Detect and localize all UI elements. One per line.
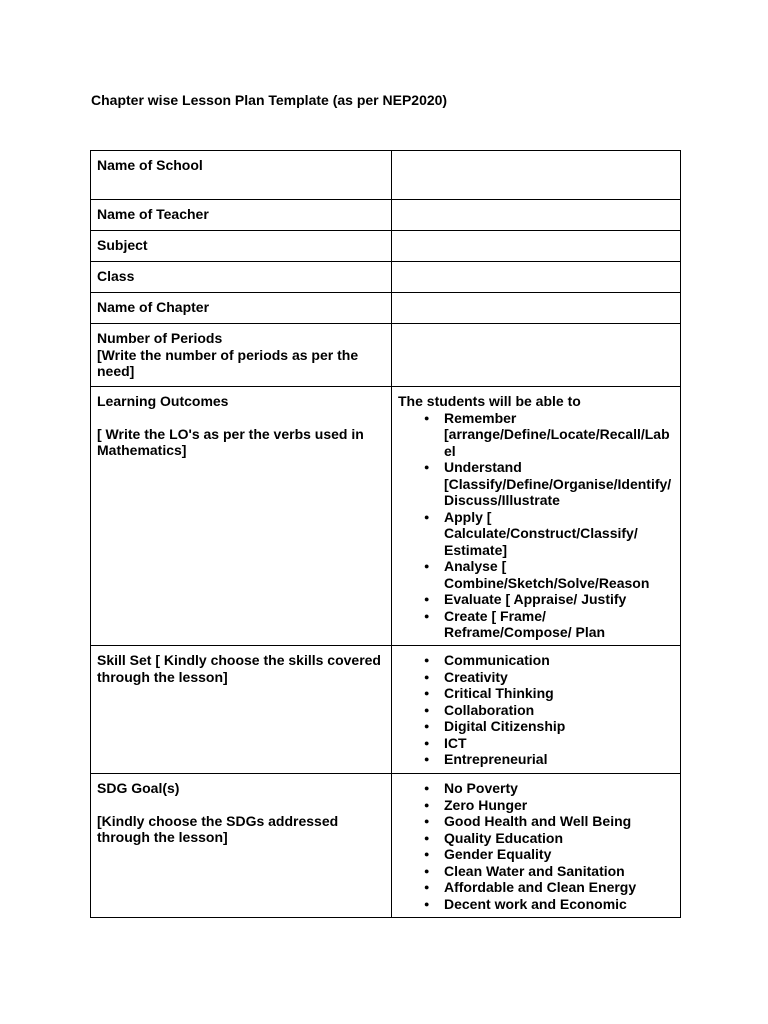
sdg-label-cell [91, 774, 392, 918]
list-item: ● Remember [arrange/Define/Locate/Recall/Lab el [398, 410, 674, 460]
periods-note: [Write the number of periods as per the need] [97, 346, 359, 379]
periods-value[interactable] [392, 324, 681, 387]
list-item: ● Analyse [ Combine/Sketch/Solve/Reason [398, 558, 674, 591]
list-item: ● Entrepreneurial [398, 751, 674, 768]
table-row-teacher [91, 200, 681, 231]
list-item: ● Critical Thinking [398, 685, 674, 702]
list-item: ● Apply [ Calculate/Construct/Classify/ Estimate] [398, 509, 674, 559]
learning-outcomes-list [398, 410, 674, 641]
sdg-label: SDG Goal(s) [97, 780, 180, 796]
learning-outcomes-value-cell [392, 387, 681, 646]
table-row-chapter [91, 293, 681, 324]
sdg-note: [Kindly choose the SDGs addressed through the lesson] [97, 812, 339, 845]
lesson-plan-table [90, 150, 681, 918]
list-item: ● Create [ Frame/ Reframe/Compose/ Plan [398, 608, 674, 641]
class-value[interactable] [392, 262, 681, 293]
list-item: ● Zero Hunger [398, 797, 674, 814]
list-item: ● Good Health and Well Being [398, 813, 674, 830]
periods-label-cell [91, 324, 392, 387]
school-value[interactable] [392, 151, 681, 200]
list-item: ● Understand [Classify/Define/Organise/Identify/ Discuss/Illustrate [398, 459, 674, 509]
page-title: Chapter wise Lesson Plan Template (as per NEP2020) [91, 92, 448, 108]
chapter-value[interactable] [392, 293, 681, 324]
teacher-label: Name of Teacher [91, 200, 392, 231]
list-item: ● Communication [398, 652, 674, 669]
list-item: ● Affordable and Clean Energy [398, 879, 674, 896]
list-item: ● No Poverty [398, 780, 674, 797]
teacher-value[interactable] [392, 200, 681, 231]
sdg-list [398, 780, 674, 912]
subject-label: Subject [91, 231, 392, 262]
list-item: ● Creativity [398, 669, 674, 686]
table-row-school [91, 151, 681, 200]
table-row-subject [91, 231, 681, 262]
learning-outcomes-label: Learning Outcomes [97, 393, 229, 409]
sdg-value-cell [392, 774, 681, 918]
chapter-label: Name of Chapter [91, 293, 392, 324]
school-label: Name of School [91, 151, 392, 200]
list-item: ● Evaluate [ Appraise/ Justify [398, 591, 674, 608]
skill-set-value-cell [392, 646, 681, 774]
learning-outcomes-label-cell [91, 387, 392, 646]
class-label: Class [91, 262, 392, 293]
periods-label: Number of Periods [97, 330, 223, 346]
list-item: ● Digital Citizenship [398, 718, 674, 735]
list-item: ● Clean Water and Sanitation [398, 863, 674, 880]
list-item: ● Collaboration [398, 702, 674, 719]
table-row-learning-outcomes [91, 387, 681, 646]
list-item: ● Decent work and Economic [398, 896, 674, 913]
skill-set-list [398, 652, 674, 768]
learning-outcomes-note: [ Write the LO's as per the verbs used in Mathematics] [97, 425, 364, 458]
list-item: ● ICT [398, 735, 674, 752]
table-row-periods [91, 324, 681, 387]
table-row-class [91, 262, 681, 293]
skill-set-label: Skill Set [ Kindly choose the skills covered through the lesson] [91, 646, 392, 774]
learning-outcomes-intro: The students will be able to [398, 393, 581, 409]
list-item: ● Quality Education [398, 830, 674, 847]
table-row-sdg [91, 774, 681, 918]
subject-value[interactable] [392, 231, 681, 262]
table-row-skill-set [91, 646, 681, 774]
list-item: ● Gender Equality [398, 846, 674, 863]
